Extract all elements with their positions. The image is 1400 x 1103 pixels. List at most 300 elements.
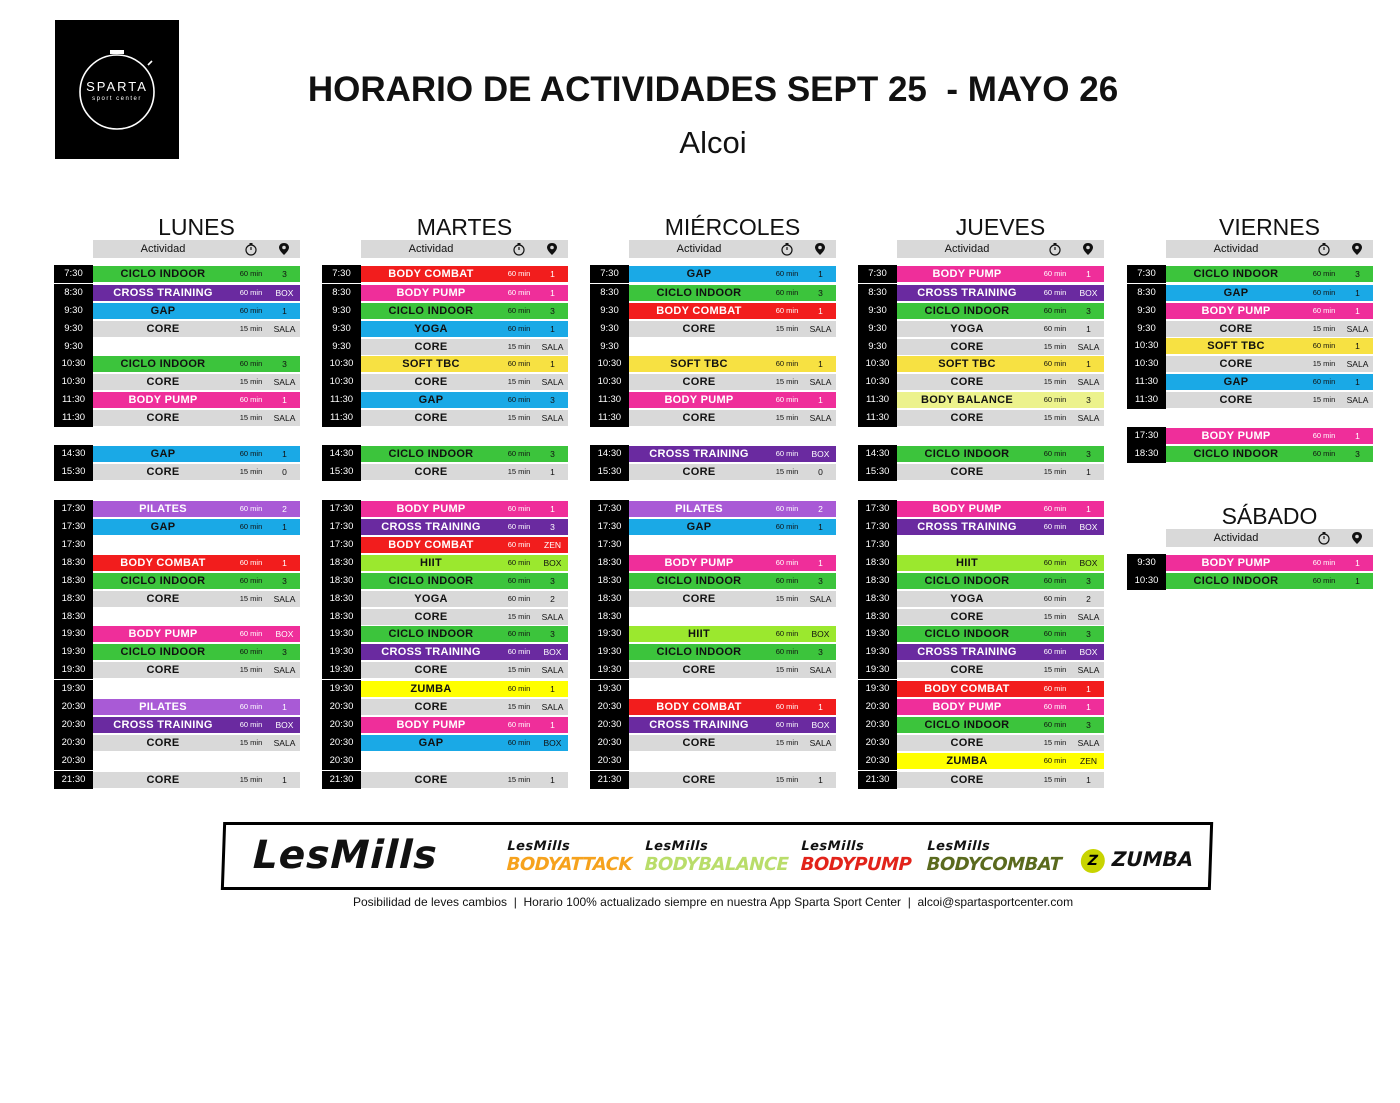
class-duration: 60 min [507, 738, 531, 747]
class-row [858, 661, 1104, 679]
class-bar [629, 591, 836, 607]
class-time: 8:30 [858, 284, 897, 302]
class-duration: 15 min [1043, 612, 1067, 621]
class-row [322, 445, 568, 463]
class-row [54, 698, 300, 716]
stopwatch-icon [512, 242, 526, 256]
class-row [858, 752, 1104, 770]
class-duration: 15 min [1312, 359, 1336, 368]
class-row [590, 752, 836, 770]
class-time: 9:30 [322, 302, 361, 320]
class-bar [897, 555, 1104, 571]
class-row [54, 518, 300, 536]
class-place: 3 [550, 306, 555, 316]
class-place: SALA [1077, 612, 1100, 622]
column-header [361, 240, 568, 258]
class-place: 1 [282, 306, 287, 316]
class-bar [361, 339, 568, 355]
class-row [858, 302, 1104, 320]
class-row [858, 445, 1104, 463]
class-time: 20:30 [54, 698, 93, 716]
day-name: MARTES [416, 214, 513, 240]
class-row [322, 643, 568, 661]
class-place: 1 [1086, 702, 1091, 712]
class-activity: CICLO INDOOR [656, 646, 742, 658]
class-place: 3 [1355, 449, 1360, 459]
class-bar [361, 519, 568, 535]
class-row [590, 302, 836, 320]
class-time: 19:30 [590, 625, 629, 643]
column-header [93, 240, 300, 258]
class-duration: 60 min [1043, 629, 1067, 638]
class-place: 1 [1086, 324, 1091, 334]
class-place: 3 [1086, 395, 1091, 405]
class-time: 9:30 [858, 302, 897, 320]
class-duration: 15 min [1043, 467, 1067, 476]
class-row [322, 661, 568, 679]
class-time: 20:30 [590, 752, 629, 770]
class-duration: 60 min [507, 306, 531, 315]
class-bar [93, 626, 300, 642]
class-place: BOX [543, 738, 562, 748]
class-row [322, 698, 568, 716]
class-duration: 60 min [239, 504, 263, 513]
class-row [858, 716, 1104, 734]
class-row [54, 554, 300, 572]
class-activity: GAP [150, 521, 176, 533]
class-row [54, 265, 300, 283]
class-place: 2 [550, 594, 555, 604]
class-activity: CORE [682, 323, 716, 335]
class-activity: BODY COMBAT [388, 539, 474, 551]
class-time: 11:30 [858, 391, 897, 409]
class-bar [897, 501, 1104, 517]
class-bar [361, 591, 568, 607]
class-time: 19:30 [322, 680, 361, 698]
stopwatch-icon [780, 242, 794, 256]
class-row [322, 284, 568, 302]
class-activity: CORE [414, 611, 448, 623]
location-pin-icon [1082, 242, 1094, 256]
class-place: 1 [1355, 558, 1360, 568]
class-place: 1 [550, 359, 555, 369]
class-place: 3 [282, 647, 287, 657]
class-duration: 15 min [775, 738, 799, 747]
class-time: 17:30 [322, 518, 361, 536]
class-time: 10:30 [54, 355, 93, 373]
class-time: 19:30 [858, 625, 897, 643]
class-activity: CICLO INDOOR [388, 305, 474, 317]
class-activity: CORE [950, 611, 984, 623]
class-row [322, 302, 568, 320]
class-time: 18:30 [54, 572, 93, 590]
class-time: 7:30 [54, 265, 93, 283]
day-column-jueves [858, 214, 1104, 814]
class-activity: CORE [950, 466, 984, 478]
class-place: 1 [550, 504, 555, 514]
class-duration: 15 min [507, 702, 531, 711]
class-bar [361, 644, 568, 660]
class-time: 19:30 [858, 643, 897, 661]
class-time: 19:30 [858, 680, 897, 698]
class-row [858, 463, 1104, 481]
class-activity: CORE [682, 466, 716, 478]
class-duration: 15 min [775, 775, 799, 784]
class-bar [93, 519, 300, 535]
class-activity: BODY PUMP [1201, 430, 1271, 442]
class-time: 18:30 [322, 608, 361, 626]
class-time: 11:30 [322, 409, 361, 427]
class-place: 3 [818, 576, 823, 586]
class-time: 17:30 [322, 536, 361, 554]
class-row [54, 302, 300, 320]
class-place: ZEN [544, 540, 561, 550]
class-row [322, 355, 568, 373]
class-bar [897, 410, 1104, 426]
class-duration: 60 min [1312, 306, 1336, 315]
class-bar [1166, 374, 1373, 390]
class-row [590, 284, 836, 302]
class-activity: YOGA [950, 593, 984, 605]
class-activity: CROSS TRAINING [917, 521, 1017, 533]
class-activity: CROSS TRAINING [917, 287, 1017, 299]
class-activity: PILATES [139, 701, 187, 713]
class-time: 11:30 [54, 409, 93, 427]
class-time: 17:30 [54, 536, 93, 554]
class-activity: CROSS TRAINING [649, 448, 749, 460]
class-duration: 15 min [775, 413, 799, 422]
class-row [858, 698, 1104, 716]
class-duration: 60 min [1312, 558, 1336, 567]
class-duration: 60 min [507, 504, 531, 513]
class-row [858, 373, 1104, 391]
class-row [322, 338, 568, 356]
class-duration: 60 min [1312, 269, 1336, 278]
class-duration: 60 min [507, 522, 531, 531]
class-time: 11:30 [1127, 373, 1166, 391]
class-time: 18:30 [858, 572, 897, 590]
class-place: 3 [818, 288, 823, 298]
class-activity: CORE [146, 737, 180, 749]
class-activity: CICLO INDOOR [924, 305, 1010, 317]
class-bar [629, 555, 836, 571]
class-duration: 15 min [507, 377, 531, 386]
class-bar [629, 266, 836, 282]
class-place: BOX [1079, 647, 1098, 657]
class-time: 17:30 [858, 518, 897, 536]
class-time: 20:30 [322, 716, 361, 734]
class-place: SALA [273, 324, 296, 334]
class-duration: 60 min [1312, 341, 1336, 350]
product-logo-bodyattack [506, 839, 632, 875]
class-row [858, 500, 1104, 518]
class-place: 1 [550, 288, 555, 298]
class-bar [897, 699, 1104, 715]
class-place: 1 [550, 324, 555, 334]
day-column-martes [322, 214, 568, 814]
class-activity: CORE [146, 593, 180, 605]
class-duration: 60 min [239, 288, 263, 297]
class-duration: 60 min [507, 288, 531, 297]
location-pin-icon [278, 242, 290, 256]
class-bar [629, 519, 836, 535]
class-duration: 60 min [1043, 324, 1067, 333]
class-row [54, 752, 300, 770]
class-row [54, 572, 300, 590]
class-place: 1 [818, 775, 823, 785]
class-time: 19:30 [54, 680, 93, 698]
class-bar [93, 446, 300, 462]
class-bar [361, 735, 568, 751]
class-row [322, 625, 568, 643]
class-place: BOX [1079, 288, 1098, 298]
class-activity: CORE [682, 593, 716, 605]
class-bar [93, 501, 300, 517]
class-row [54, 771, 300, 789]
class-bar [897, 735, 1104, 751]
class-bar [361, 662, 568, 678]
class-bar [897, 681, 1104, 697]
class-activity: HIIT [956, 557, 978, 569]
class-duration: 60 min [239, 522, 263, 531]
class-place: 1 [550, 467, 555, 477]
class-duration: 15 min [775, 665, 799, 674]
class-activity: CORE [146, 323, 180, 335]
class-duration: 15 min [239, 594, 263, 603]
class-bar [629, 772, 836, 788]
class-bar [1166, 266, 1373, 282]
class-activity: CORE [414, 341, 448, 353]
class-time: 18:30 [858, 554, 897, 572]
location-pin-icon [1351, 531, 1363, 545]
class-time: 14:30 [858, 445, 897, 463]
class-place: 1 [818, 702, 823, 712]
class-duration: 15 min [775, 377, 799, 386]
class-time: 15:30 [54, 463, 93, 481]
class-duration: 60 min [1043, 756, 1067, 765]
class-activity: CORE [950, 774, 984, 786]
class-duration: 60 min [507, 684, 531, 693]
class-row [322, 771, 568, 789]
page-title: HORARIO DE ACTIVIDADES SEPT 25 - MAYO 26 [307, 70, 1119, 109]
class-activity: CORE [146, 774, 180, 786]
class-time: 11:30 [590, 409, 629, 427]
class-time: 18:30 [54, 554, 93, 572]
class-duration: 60 min [775, 306, 799, 315]
class-activity: GAP [418, 394, 444, 406]
class-place: SALA [273, 738, 296, 748]
class-activity: ZUMBA [946, 755, 988, 767]
class-row [54, 661, 300, 679]
class-duration: 60 min [507, 558, 531, 567]
class-activity: BODY COMBAT [120, 557, 206, 569]
class-place: 3 [550, 395, 555, 405]
class-time: 19:30 [590, 643, 629, 661]
class-duration: 60 min [1312, 576, 1336, 585]
zumba-label: ZUMBA [1111, 847, 1194, 871]
class-place: BOX [275, 629, 294, 639]
class-row [54, 409, 300, 427]
product-name: BODYATTACK [506, 854, 633, 875]
class-duration: 60 min [1312, 449, 1336, 458]
class-bar [361, 573, 568, 589]
class-activity: CORE [414, 664, 448, 676]
class-duration: 60 min [775, 558, 799, 567]
class-duration: 60 min [507, 269, 531, 278]
class-time: 18:30 [590, 554, 629, 572]
class-duration: 60 min [1043, 522, 1067, 531]
class-activity: CORE [682, 412, 716, 424]
class-row [1127, 284, 1373, 302]
class-time: 21:30 [858, 771, 897, 789]
day-name: SÁBADO [1221, 503, 1318, 529]
class-bar [93, 573, 300, 589]
class-bar [1166, 338, 1373, 354]
class-activity: CORE [682, 774, 716, 786]
class-row [322, 680, 568, 698]
class-time: 11:30 [54, 391, 93, 409]
class-activity: BODY PUMP [664, 557, 734, 569]
class-activity: CORE [146, 664, 180, 676]
stopwatch-icon [1317, 242, 1331, 256]
class-activity: CICLO INDOOR [924, 719, 1010, 731]
class-bar [361, 392, 568, 408]
class-bar [93, 285, 300, 301]
class-duration: 60 min [1043, 449, 1067, 458]
class-bar [897, 591, 1104, 607]
class-place: 1 [1355, 341, 1360, 351]
class-row [54, 608, 300, 626]
class-bar [629, 356, 836, 372]
class-place: SALA [273, 413, 296, 423]
class-row [322, 500, 568, 518]
class-bar [897, 626, 1104, 642]
class-place: 2 [818, 504, 823, 514]
class-time: 8:30 [1127, 284, 1166, 302]
class-place: SALA [1077, 377, 1100, 387]
class-bar [93, 555, 300, 571]
class-time: 9:30 [590, 302, 629, 320]
class-bar [361, 446, 568, 462]
class-place: 3 [1086, 629, 1091, 639]
class-row [322, 373, 568, 391]
class-row [590, 373, 836, 391]
class-duration: 15 min [239, 324, 263, 333]
product-logo-bodybalance [644, 839, 789, 875]
class-row [1127, 445, 1373, 463]
class-duration: 60 min [775, 395, 799, 404]
class-bar [361, 609, 568, 625]
class-time: 9:30 [322, 320, 361, 338]
class-activity: CICLO INDOOR [924, 575, 1010, 587]
class-bar [93, 662, 300, 678]
class-activity: BODY COMBAT [388, 268, 474, 280]
class-bar [897, 339, 1104, 355]
class-place: 3 [1086, 449, 1091, 459]
class-duration: 60 min [507, 720, 531, 729]
class-bar [629, 501, 836, 517]
day-name: JUEVES [955, 214, 1046, 240]
class-row [1127, 355, 1373, 373]
class-duration: 15 min [775, 594, 799, 603]
class-row [54, 391, 300, 409]
class-time: 14:30 [322, 445, 361, 463]
class-bar [897, 772, 1104, 788]
class-bar [361, 266, 568, 282]
class-activity: CICLO INDOOR [656, 575, 742, 587]
class-time: 10:30 [322, 373, 361, 391]
class-time: 17:30 [858, 536, 897, 554]
class-duration: 60 min [1043, 269, 1067, 278]
class-time: 17:30 [858, 500, 897, 518]
class-activity: CICLO INDOOR [120, 358, 206, 370]
class-duration: 60 min [1312, 288, 1336, 297]
class-activity: CORE [950, 412, 984, 424]
class-place: 0 [818, 467, 823, 477]
class-activity: CORE [682, 376, 716, 388]
class-activity: CORE [950, 376, 984, 388]
class-place: 3 [550, 449, 555, 459]
class-row [54, 355, 300, 373]
class-activity: GAP [686, 268, 712, 280]
class-row [858, 734, 1104, 752]
class-time: 18:30 [54, 590, 93, 608]
class-time: 18:30 [858, 608, 897, 626]
class-activity: CORE [950, 737, 984, 749]
class-activity: BODY PUMP [664, 394, 734, 406]
class-bar [1166, 356, 1373, 372]
class-duration: 60 min [239, 629, 263, 638]
class-bar [361, 699, 568, 715]
class-row [1127, 391, 1373, 409]
class-row [590, 680, 836, 698]
class-activity: YOGA [414, 593, 448, 605]
sparta-logo [55, 20, 179, 159]
class-row [590, 771, 836, 789]
class-bar [1166, 392, 1373, 408]
class-row [1127, 320, 1373, 338]
class-row [590, 445, 836, 463]
class-row [322, 590, 568, 608]
class-duration: 15 min [507, 467, 531, 476]
class-row [858, 771, 1104, 789]
class-row [322, 391, 568, 409]
class-place: 0 [282, 467, 287, 477]
class-bar [93, 537, 300, 553]
class-time: 9:30 [1127, 320, 1166, 338]
class-place: BOX [811, 449, 830, 459]
logo-tag: sport center [92, 96, 142, 102]
class-activity: CORE [414, 774, 448, 786]
class-row [322, 752, 568, 770]
class-duration: 15 min [507, 775, 531, 784]
class-place: SALA [541, 342, 564, 352]
class-row [858, 338, 1104, 356]
class-bar [93, 321, 300, 337]
class-time: 9:30 [858, 320, 897, 338]
class-activity: CROSS TRAINING [381, 646, 481, 658]
class-time: 17:30 [322, 500, 361, 518]
class-row [590, 338, 836, 356]
class-time: 19:30 [54, 643, 93, 661]
class-duration: 60 min [239, 395, 263, 404]
class-activity: CROSS TRAINING [381, 521, 481, 533]
class-activity: BODY PUMP [396, 287, 466, 299]
class-duration: 60 min [239, 702, 263, 711]
class-place: SALA [541, 612, 564, 622]
class-time: 20:30 [322, 698, 361, 716]
class-bar [897, 753, 1104, 769]
